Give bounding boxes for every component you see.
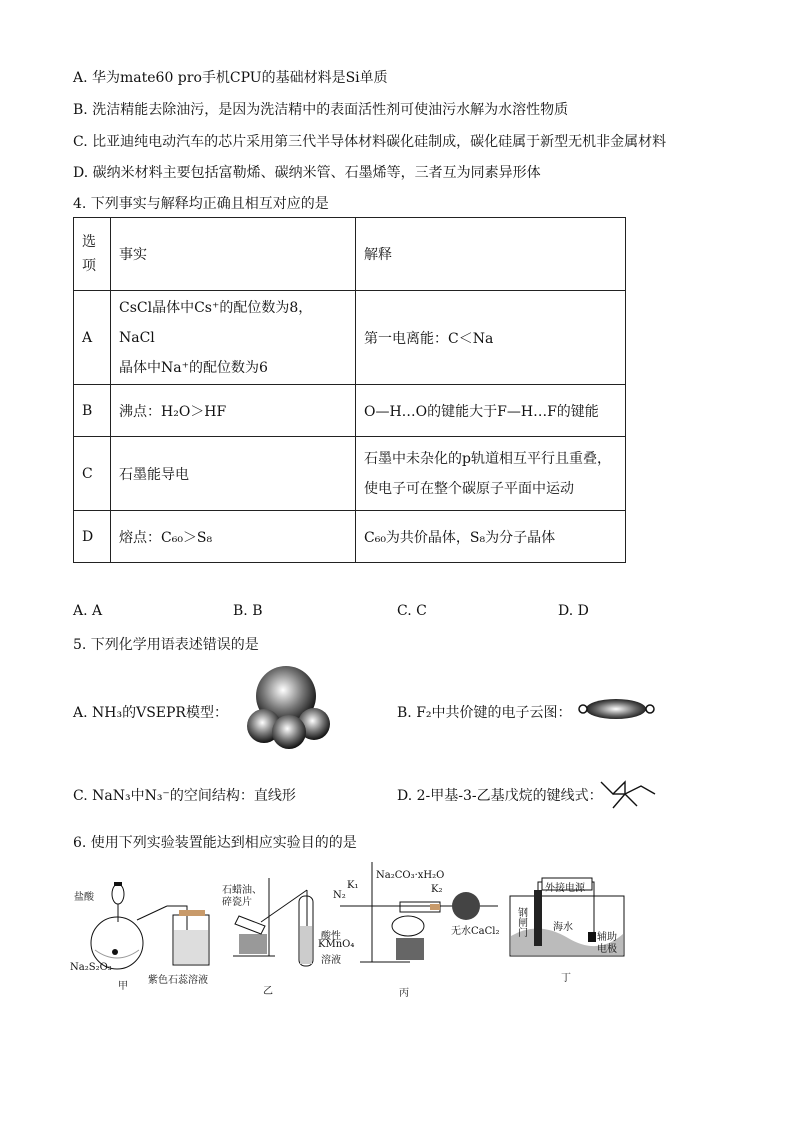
row-label: A [74,291,111,385]
q4-answer-b: B. B [233,603,263,619]
q6-stem: 6. 使用下列实验装置能达到相应实验目的的是 [73,835,357,851]
yi-label: 乙 [263,986,273,997]
ding-gate3: 门 [518,928,528,939]
q5-option-b: B. F₂中共价键的电子云图： [397,705,572,721]
header-option: 选 项 [74,218,111,291]
q3-option-b: B. 洗洁精能去除油污，是因为洗洁精中的表面活性剂可使油污水解为水溶性物质 [73,102,569,118]
table-row [74,511,626,563]
header-explain: 解释 [356,218,626,291]
ding-label: 丁 [561,973,571,984]
q4-answer-a: A. A [73,603,103,619]
ding-power-label: 外接电源 [545,883,585,894]
yi-reagent-line1: 石蜡油、 [222,885,262,896]
q4-table [73,217,626,563]
table-row [74,385,626,437]
row-label: D [74,511,111,563]
row-label: C [74,437,111,511]
ding-sea-label: 海水 [553,922,573,933]
bing-salt-label: Na₂CO₃·xH₂O [376,870,445,881]
table-row [74,291,626,385]
jia-acid-label: 盐酸 [74,892,94,903]
row-explain: 石墨中未杂化的p轨道相互平行且重叠， 使电子可在整个碳原子平面中运动 [356,437,626,511]
yi-sol-line3: 溶液 [321,955,341,966]
bing-label: 丙 [399,988,409,999]
ding-electrode1: 辅助 [597,932,617,943]
row-explain: 第一电离能：C＜Na [356,291,626,385]
table-row [74,437,626,511]
q4-answer-c: C. C [397,603,427,619]
row-fact: 熔点：C₆₀＞S₈ [111,511,356,563]
bing-n2-label: N₂ [333,890,346,901]
jia-reagent-label: Na₂S₂O₃ [70,962,112,973]
vsepr-model-figure [242,666,342,752]
ding-electrode2: 电极 [597,944,617,955]
bing-k2-label: K₂ [431,884,443,895]
q3-option-a: A. 华为mate60 pro手机CPU的基础材料是Si单质 [73,70,388,86]
row-label: B [74,385,111,437]
table-header-row [74,218,626,291]
skeletal-formula-figure [597,772,667,812]
yi-sol-line1: 酸性 [321,931,341,942]
row-explain: O—H…O的键能大于F—H…F的键能 [356,385,626,437]
row-fact: 石墨能导电 [111,437,356,511]
bing-k1-label: K₁ [347,880,359,891]
row-fact: CsCl晶体中Cs⁺的配位数为8，NaCl 晶体中Na⁺的配位数为6 [111,291,356,385]
q5-stem: 5. 下列化学用语表述错误的是 [73,637,259,653]
ding-gate1: 钢 [518,908,528,919]
q3-option-c: C. 比亚迪纯电动汽车的芯片采用第三代半导体材料碳化硅制成，碳化硅属于新型无机非金属材料 [73,134,667,150]
q5-option-d: D. 2-甲基-3-乙基戊烷的键线式： [397,788,603,804]
q4-stem: 4. 下列事实与解释均正确且相互对应的是 [73,196,329,212]
bing-drier-label: 无水CaCl₂ [451,926,500,937]
jia-solution-label: 紫色石蕊溶液 [148,975,208,986]
row-explain: C₆₀为共价晶体，S₈为分子晶体 [356,511,626,563]
header-fact: 事实 [111,218,356,291]
q3-option-d: D. 碳纳米材料主要包括富勒烯、碳纳米管、石墨烯等，三者互为同素异形体 [73,165,541,181]
q5-option-a: A. NH₃的VSEPR模型： [73,705,228,721]
q4-answer-d: D. D [558,603,589,619]
jia-label: 甲 [118,981,128,992]
yi-sol-line2: KMnO₄ [318,939,355,950]
electron-cloud-figure [578,696,658,726]
row-fact: 沸点：H₂O＞HF [111,385,356,437]
q5-option-c: C. NaN₃中N₃⁻的空间结构：直线形 [73,788,296,804]
yi-reagent-line2: 碎瓷片 [222,897,252,908]
ding-gate2: 闸 [518,918,528,929]
